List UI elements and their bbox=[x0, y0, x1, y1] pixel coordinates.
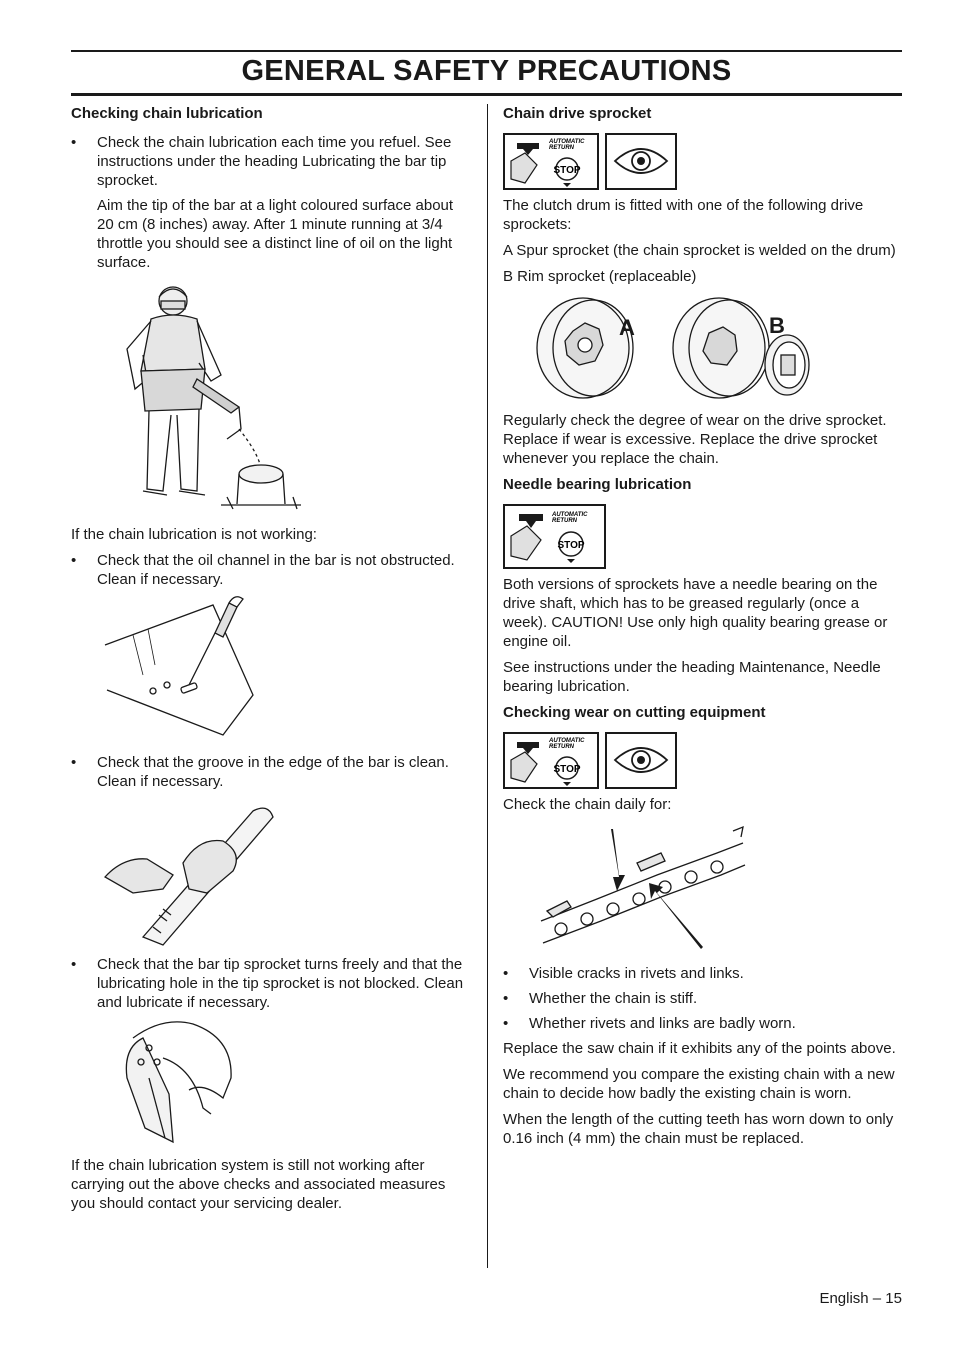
right-column bbox=[503, 104, 903, 1155]
svg-text:RETURN: RETURN bbox=[549, 145, 574, 151]
paragraph: If the chain lubrication system is still not working after carrying out the above checks and associated measures you should contact your servicing dealer. bbox=[71, 1157, 446, 1212]
paragraph: See instructions under the heading Maintenance, Needle bearing lubrication. bbox=[503, 659, 881, 695]
bullet-item: • Check that the groove in the edge of the bar is clean. Clean if necessary. bbox=[71, 754, 449, 790]
svg-text:AUTOMATIC: AUTOMATIC bbox=[549, 738, 585, 744]
paragraph: If the chain lubrication is not working: bbox=[71, 526, 317, 543]
svg-text:STOP: STOP bbox=[553, 165, 581, 176]
automatic-return-stop-icon bbox=[503, 732, 599, 789]
section-heading-needle-bearing: Needle bearing lubrication bbox=[503, 476, 692, 493]
safety-icon-row bbox=[503, 732, 903, 789]
page-title: GENERAL SAFETY PRECAUTIONS bbox=[241, 55, 732, 87]
paragraph: The clutch drum is fitted with one of the following drive sprockets: bbox=[503, 197, 864, 233]
automatic-return-stop-icon bbox=[503, 504, 606, 569]
label-b: B bbox=[769, 313, 785, 338]
column-divider bbox=[487, 104, 488, 1268]
saw-chain-wear-illustration bbox=[537, 821, 767, 956]
eye-inspection-icon bbox=[605, 732, 677, 789]
label-a: A bbox=[619, 315, 635, 340]
bullet-item: • Check that the oil channel in the bar is not obstructed. Clean if necessary. bbox=[71, 552, 455, 588]
bullet-item: • Check the chain lubrication each time you refuel. See instructions under the heading Lubricating the bar tip sprocket. bbox=[71, 134, 452, 189]
bar-tip-sprocket-illustration bbox=[103, 1018, 253, 1148]
svg-text:AUTOMATIC: AUTOMATIC bbox=[552, 512, 588, 518]
paragraph: We recommend you compare the existing chain with a new chain to decide how badly the existing chain is worn. bbox=[503, 1066, 895, 1102]
page-footer: English – 15 bbox=[819, 1290, 902, 1307]
section-heading-cutting-equipment: Checking wear on cutting equipment bbox=[503, 704, 766, 721]
paragraph: When the length of the cutting teeth has worn down to only 0.16 inch (4 mm) the chain must be replaced. bbox=[503, 1111, 894, 1147]
list-item-a: A Spur sprocket (the chain sprocket is welded on the drum) bbox=[503, 242, 896, 259]
check-item: • Whether rivets and links are badly worn. bbox=[503, 1015, 796, 1032]
automatic-return-stop-icon bbox=[503, 133, 599, 190]
bar-oil-channel-illustration bbox=[103, 595, 273, 745]
svg-text:RETURN: RETURN bbox=[552, 518, 577, 524]
header-rule-bottom bbox=[71, 93, 902, 96]
paragraph: Regularly check the degree of wear on the drive sprocket. Replace if wear is excessive. Replace the drive sprocket whenever you replace the chain. bbox=[503, 412, 887, 467]
eye-inspection-icon bbox=[605, 133, 677, 190]
left-column bbox=[71, 104, 471, 1220]
section-heading-drive-sprocket: Chain drive sprocket bbox=[503, 105, 652, 122]
check-item: • Whether the chain is stiff. bbox=[503, 990, 698, 1007]
check-item: • Visible cracks in rivets and links. bbox=[503, 965, 744, 982]
header-rule-top bbox=[71, 50, 902, 52]
paragraph: Aim the tip of the bar at a light coloured surface about 20 cm (8 inches) away. After 1 minute running at 3/4 throttle you should see a distinct line of oil on the light surface. bbox=[97, 197, 454, 271]
safety-icon-row bbox=[503, 504, 903, 569]
section-heading-chain-lubrication: Checking chain lubrication bbox=[71, 105, 263, 122]
bar-groove-cleaning-illustration bbox=[103, 797, 283, 947]
svg-text:AUTOMATIC: AUTOMATIC bbox=[549, 139, 585, 145]
svg-text:STOP: STOP bbox=[553, 764, 581, 775]
list-item-b: B Rim sprocket (replaceable) bbox=[503, 268, 697, 285]
safety-icon-row bbox=[503, 133, 903, 190]
paragraph: Check the chain daily for: bbox=[503, 796, 672, 813]
svg-text:RETURN: RETURN bbox=[549, 744, 574, 750]
paragraph: Both versions of sprockets have a needle bearing on the drive shaft, which has to be greased regularly (once a week). CAUTION! Use only high quality bearing grease or engine oil. bbox=[503, 576, 888, 650]
bullet-item: • Check that the bar tip sprocket turns freely and that the lubricating hole in the tip sprocket is not blocked. Clean and lubricate if necessary. bbox=[71, 956, 464, 1011]
operator-chainsaw-illustration bbox=[101, 279, 321, 517]
sprocket-types-illustration bbox=[533, 293, 823, 403]
paragraph: Replace the saw chain if it exhibits any of the points above. bbox=[503, 1040, 896, 1057]
svg-text:STOP: STOP bbox=[557, 540, 585, 551]
